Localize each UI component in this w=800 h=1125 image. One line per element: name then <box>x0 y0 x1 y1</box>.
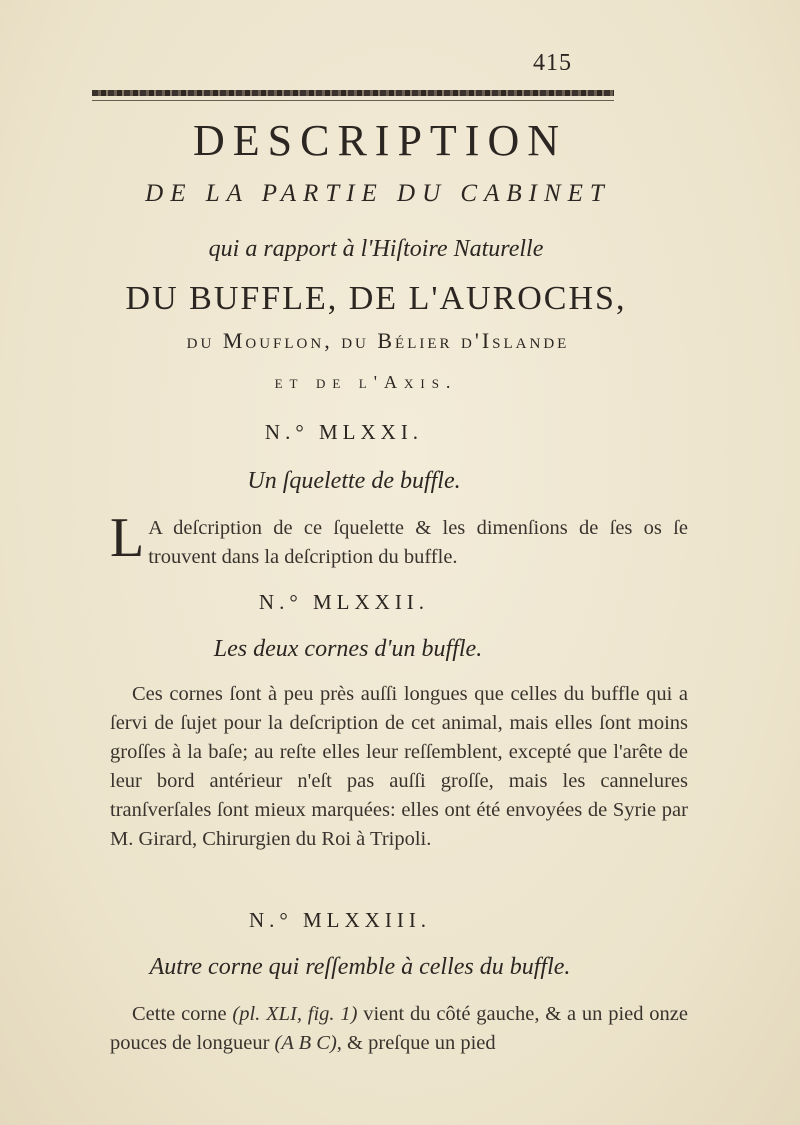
entry-title-1073: Autre corne qui reſſemble à celles du buffle. <box>149 954 571 980</box>
entry-text-1071 <box>110 507 688 572</box>
measure-reference: (A B C) <box>274 1032 337 1054</box>
entry-text-1072: Ces cornes ſont à peu près auſſi longues que celles du buffle qui a ſervi de ſujet pour la deſcription de cet animal, mais elles ſont moins groſſes à la baſe; au reſte elles leur reſſemblent, excepté que l'arête de leur bord antérieur n'eſt pas auſſi groſſe, mais les cannelures tranſverſales ſont mieux marquées: elles ont été envoyées de Syrie par M. Girard, Chirurgien du Roi à Tripoli. <box>110 683 688 850</box>
entry-title-1071: Un ſquelette de buffle. <box>247 468 461 494</box>
dropcap-letter: L <box>110 507 145 569</box>
title-main: DESCRIPTION <box>192 116 568 165</box>
entry-text-1073-part2: vient du côté gauche, & a un pied onze pouces de longueur <box>110 1003 689 1054</box>
title-axis: et de l'Axis. <box>274 372 458 392</box>
plate-reference: (pl. XLI, fig. 1) <box>232 1003 358 1025</box>
entry-title-1072: Les deux cornes d'un buffle. <box>213 636 483 662</box>
title-buffle: DU BUFFLE, DE L'AUROCHS, <box>125 280 627 317</box>
title-sub: DE LA PARTIE DU CABINET <box>145 180 611 207</box>
entry-number-1071: N.° MLXXI. <box>264 420 424 444</box>
ornamental-rule <box>92 90 614 96</box>
entry-number-1072: N.° MLXXII. <box>258 590 430 614</box>
entry-text-1071-body: A deſcription de ce ſquelette & les dimenſions de ſes os ſe trouvent dans la deſcription du buffle. <box>148 517 688 568</box>
entry-text-1073-part3: , & preſque un pied <box>336 1032 496 1054</box>
page-number: 415 <box>533 50 572 76</box>
title-rapport: qui a rapport à l'Hiſtoire Naturelle <box>208 236 544 262</box>
entry-text-1073 <box>110 1000 688 1058</box>
entry-number-1073: N.° MLXXIII. <box>248 908 432 932</box>
entry-text-1073-part1: Cette corne <box>132 1003 233 1025</box>
thin-rule <box>92 100 614 101</box>
title-mouflon: du Mouflon, du Bélier d'Islande <box>186 328 570 353</box>
